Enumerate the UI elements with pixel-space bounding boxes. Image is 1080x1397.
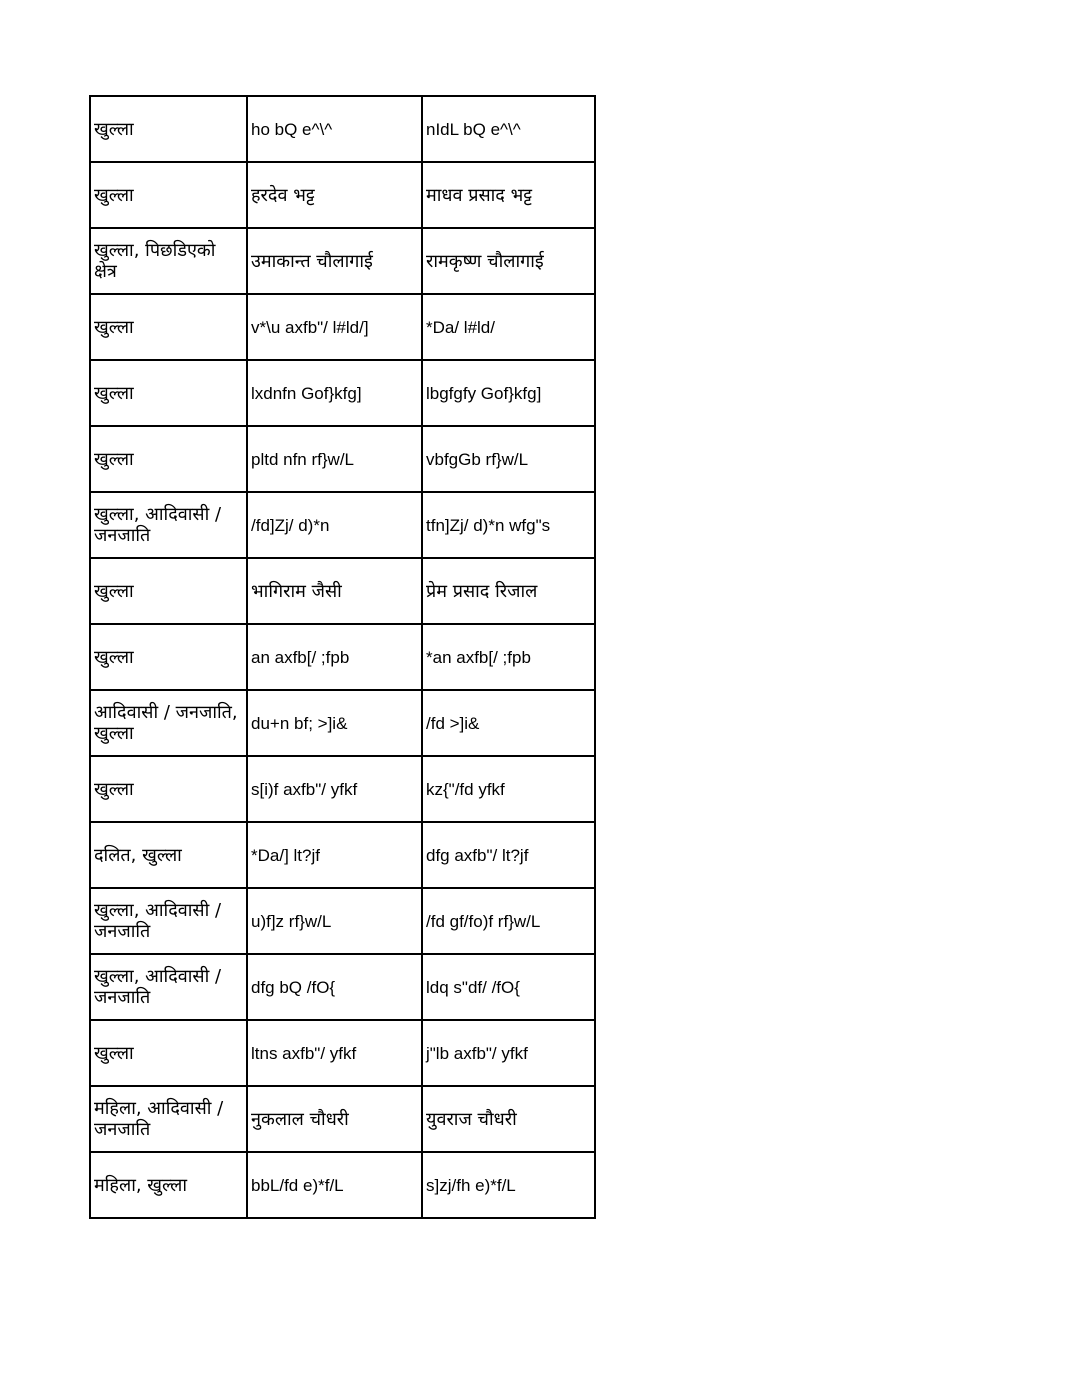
guardian-cell: /fd >]i&: [422, 690, 595, 756]
name-cell: pltd nfn rf}w/L: [247, 426, 422, 492]
name-cell: *Da/] lt?jf: [247, 822, 422, 888]
guardian-cell: युवराज चौधरी: [422, 1086, 595, 1152]
name-cell: हरदेव भट्ट: [247, 162, 422, 228]
name-cell: भागिराम जैसी: [247, 558, 422, 624]
candidate-table-body: [90, 96, 595, 1218]
table-row: [90, 954, 595, 1020]
name-cell: उमाकान्त चौलागाई: [247, 228, 422, 294]
category-cell: खुल्ला, आदिवासी / जनजाति: [90, 954, 247, 1020]
category-cell: खुल्ला: [90, 426, 247, 492]
name-cell: नुकलाल चौधरी: [247, 1086, 422, 1152]
category-cell: खुल्ला: [90, 294, 247, 360]
guardian-cell: *Da/ l#ld/: [422, 294, 595, 360]
guardian-cell: s]zj/fh e)*f/L: [422, 1152, 595, 1218]
name-cell: u)f]z rf}w/L: [247, 888, 422, 954]
guardian-cell: ldq s"df/ /fO{: [422, 954, 595, 1020]
name-cell: ltns axfb"/ yfkf: [247, 1020, 422, 1086]
name-cell: du+n bf; >]i&: [247, 690, 422, 756]
table-row: [90, 822, 595, 888]
guardian-cell: tfn]Zj/ d)*n wfg"s: [422, 492, 595, 558]
guardian-cell: माधव प्रसाद भट्ट: [422, 162, 595, 228]
guardian-cell: /fd gf/fo)f rf}w/L: [422, 888, 595, 954]
guardian-cell: प्रेम प्रसाद रिजाल: [422, 558, 595, 624]
guardian-cell: dfg axfb"/ lt?jf: [422, 822, 595, 888]
table-row: [90, 756, 595, 822]
name-cell: dfg bQ /fO{: [247, 954, 422, 1020]
candidate-table: [89, 95, 596, 1219]
guardian-cell: lbgfgfy Gof}kfg]: [422, 360, 595, 426]
category-cell: खुल्ला, पिछडिएको क्षेत्र: [90, 228, 247, 294]
table-row: [90, 558, 595, 624]
category-cell: आदिवासी / जनजाति, खुल्ला: [90, 690, 247, 756]
category-cell: खुल्ला: [90, 96, 247, 162]
category-cell: खुल्ला: [90, 756, 247, 822]
guardian-cell: *an axfb[/ ;fpb: [422, 624, 595, 690]
guardian-cell: nIdL bQ e^\^: [422, 96, 595, 162]
table-row: [90, 624, 595, 690]
table-row: [90, 228, 595, 294]
table-row: [90, 1152, 595, 1218]
guardian-cell: vbfgGb rf}w/L: [422, 426, 595, 492]
category-cell: दलित, खुल्ला: [90, 822, 247, 888]
category-cell: खुल्ला: [90, 360, 247, 426]
table-row: [90, 1086, 595, 1152]
table-row: [90, 162, 595, 228]
name-cell: bbL/fd e)*f/L: [247, 1152, 422, 1218]
category-cell: खुल्ला: [90, 624, 247, 690]
name-cell: ho bQ e^\^: [247, 96, 422, 162]
table-row: [90, 360, 595, 426]
name-cell: s[i)f axfb"/ yfkf: [247, 756, 422, 822]
category-cell: खुल्ला: [90, 162, 247, 228]
table-row: [90, 888, 595, 954]
table-row: [90, 96, 595, 162]
table-row: [90, 294, 595, 360]
category-cell: खुल्ला: [90, 1020, 247, 1086]
category-cell: खुल्ला, आदिवासी / जनजाति: [90, 492, 247, 558]
category-cell: महिला, आदिवासी / जनजाति: [90, 1086, 247, 1152]
category-cell: महिला, खुल्ला: [90, 1152, 247, 1218]
category-cell: खुल्ला: [90, 558, 247, 624]
name-cell: an axfb[/ ;fpb: [247, 624, 422, 690]
table-row: [90, 690, 595, 756]
category-cell: खुल्ला, आदिवासी / जनजाति: [90, 888, 247, 954]
table-row: [90, 426, 595, 492]
guardian-cell: j"lb axfb"/ yfkf: [422, 1020, 595, 1086]
guardian-cell: रामकृष्ण चौलागाई: [422, 228, 595, 294]
name-cell: v*\u axfb"/ l#ld/]: [247, 294, 422, 360]
guardian-cell: kz{"/fd yfkf: [422, 756, 595, 822]
table-row: [90, 492, 595, 558]
name-cell: /fd]Zj/ d)*n: [247, 492, 422, 558]
table-row: [90, 1020, 595, 1086]
name-cell: lxdnfn Gof}kfg]: [247, 360, 422, 426]
